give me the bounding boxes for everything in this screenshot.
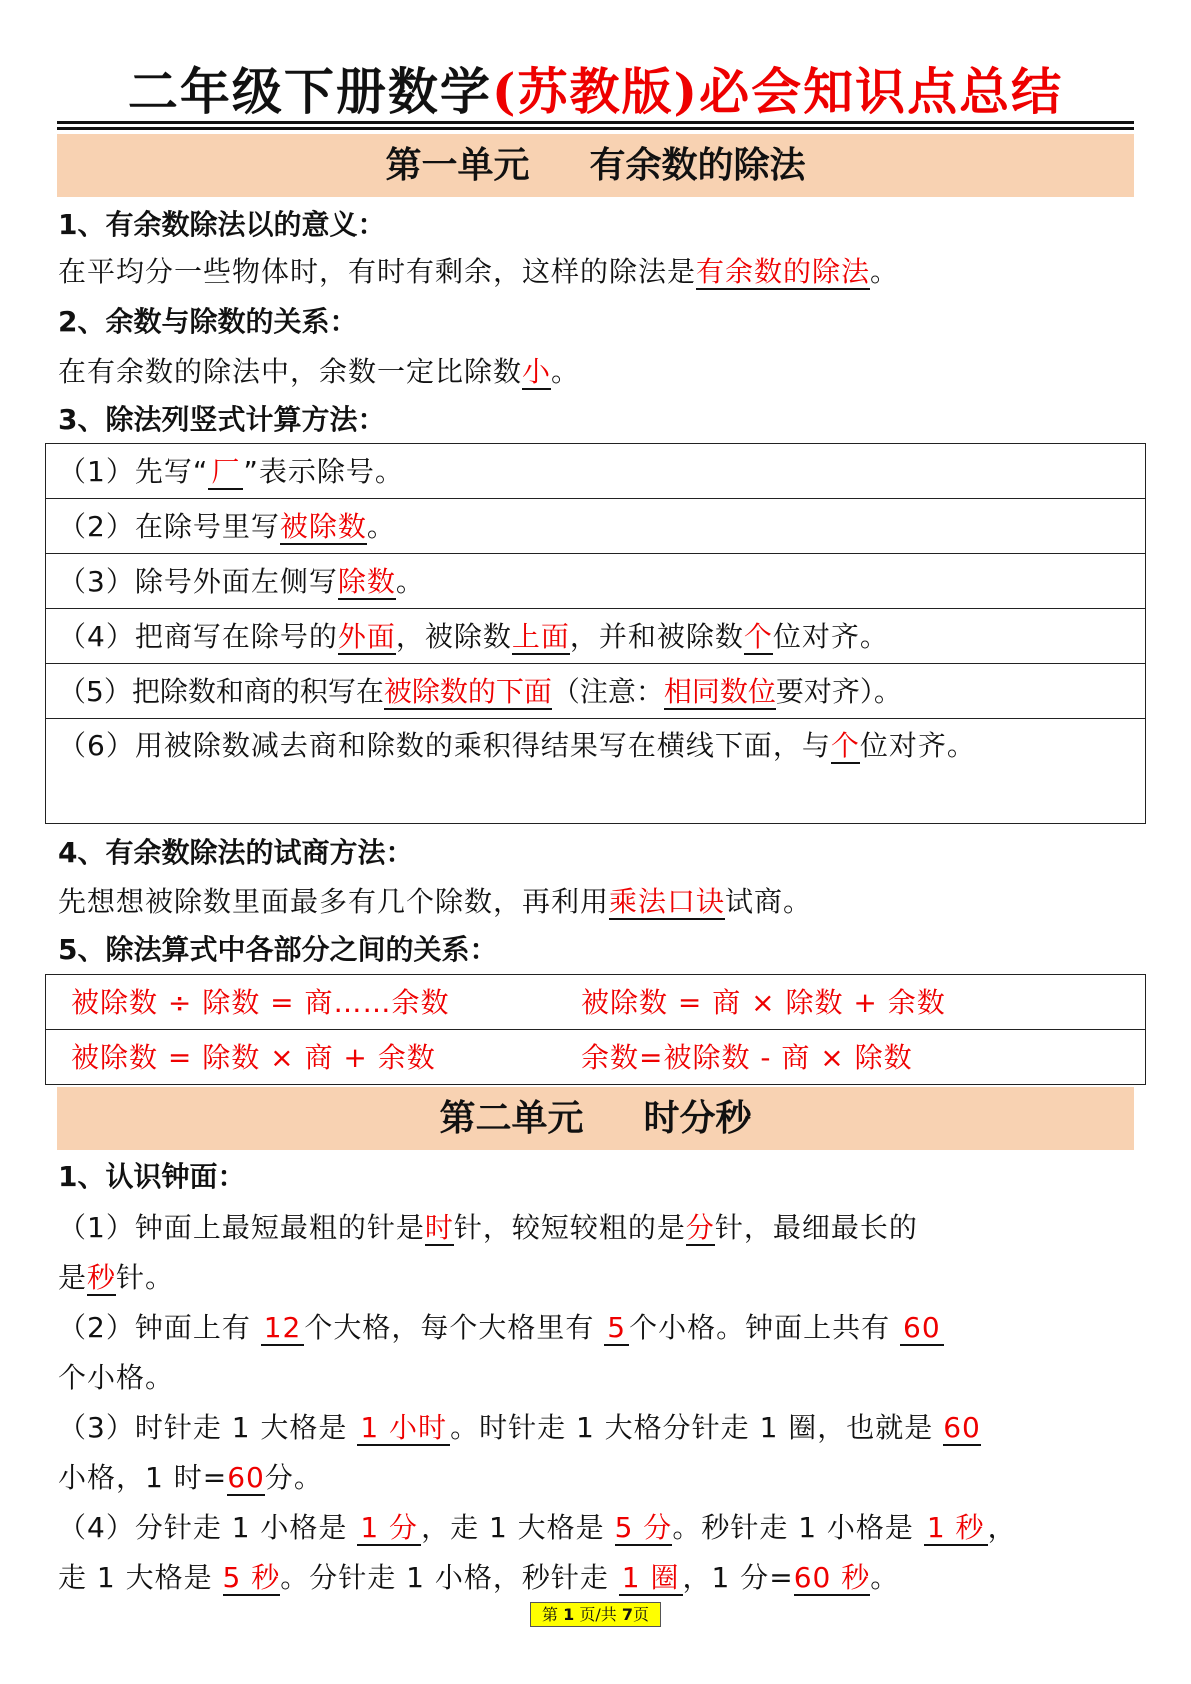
text: （4）把商写在除号的	[58, 620, 338, 653]
text: 页/共	[579, 1605, 617, 1624]
text: ”表示除号。	[243, 455, 404, 488]
text: 分。	[264, 1461, 323, 1494]
step-row	[46, 609, 1145, 664]
step-row	[46, 554, 1145, 609]
text: 针，较短较粗的是	[453, 1211, 686, 1244]
answer-blank: 60 秒	[793, 1561, 871, 1594]
clock-item-cont: 个小格。	[58, 1361, 175, 1394]
answer-blank: 分	[685, 1211, 715, 1244]
answer-blank: 被除数的下面	[383, 675, 552, 708]
clock-item	[58, 1503, 1146, 1553]
step-row	[46, 499, 1145, 554]
step-row	[46, 664, 1145, 719]
formula: 余数=被除数 - 商 × 除数	[581, 1041, 913, 1074]
formula-row	[46, 1030, 1145, 1085]
text: 页	[632, 1605, 649, 1624]
formula: 被除数 ÷ 除数 = 商……余数	[71, 986, 450, 1019]
title-subtitle: 必会知识点总结	[699, 62, 1064, 121]
answer-blank: 60	[227, 1461, 265, 1494]
section-body	[58, 877, 1146, 927]
document-title	[0, 62, 1191, 122]
text: （3）除号外面左侧写	[58, 565, 338, 598]
formula-row	[46, 975, 1145, 1030]
formula: 被除数 = 商 × 除数 + 余数	[581, 986, 946, 1019]
text: ，1 分=	[682, 1561, 794, 1594]
answer-blank: 1 分	[357, 1511, 421, 1546]
section-heading: 3、除法列竖式计算方法：	[58, 403, 386, 436]
answer-blank: 有余数的除法	[696, 255, 871, 288]
answer-blank: 1 秒	[924, 1511, 988, 1546]
answer-blank: 60	[900, 1311, 944, 1346]
text: ，	[987, 1511, 1017, 1544]
text: 第	[542, 1605, 559, 1624]
text: （1）先写“	[58, 455, 209, 488]
text: （注意：	[551, 675, 664, 708]
formula: 被除数 = 除数 × 商 + 余数	[71, 1041, 436, 1074]
answer-blank: 厂	[208, 455, 243, 490]
text: 小格，1 时=	[58, 1461, 228, 1494]
answer-blank: 时	[424, 1211, 454, 1244]
text: （1）钟面上最短最粗的针是	[58, 1211, 425, 1244]
step-row	[46, 719, 1145, 822]
answer-blank: 1 小时	[357, 1411, 450, 1446]
text: （3）时针走 1 大格是	[58, 1411, 358, 1444]
section-body	[58, 347, 1146, 397]
clock-item	[58, 1303, 1146, 1353]
text: 先想想被除数里面最多有几个除数，再利用	[58, 885, 610, 918]
unit1-header	[57, 134, 1134, 197]
section-heading: 1、认识钟面：	[58, 1160, 246, 1193]
text: 是	[58, 1261, 88, 1294]
text: ，并和被除数	[569, 620, 744, 653]
text: 针。	[116, 1261, 175, 1294]
answer-blank: 12	[261, 1311, 305, 1346]
text: 位对齐。	[859, 729, 976, 762]
text: 。分针走 1 小格，秒针走	[280, 1561, 619, 1594]
clock-item	[58, 1203, 1146, 1253]
division-steps-table	[45, 443, 1146, 824]
answer-blank: 个	[830, 729, 860, 762]
text: 在平均分一些物体时，有时有剩余，这样的除法是	[58, 255, 697, 288]
title-edition: (苏教版)	[491, 62, 700, 121]
clock-item-cont	[58, 1553, 1146, 1603]
answer-blank: 除数	[337, 565, 396, 598]
text: （6）用被除数减去商和除数的乘积得结果写在横线下面，与	[58, 729, 831, 762]
text: ，走 1 大格是	[421, 1511, 615, 1544]
answer-blank: 5	[604, 1311, 629, 1346]
answer-blank: 1 圈	[619, 1561, 683, 1596]
answer-blank: 被除数	[279, 510, 367, 543]
text: （4）分针走 1 小格是	[58, 1511, 358, 1544]
text: （5）把除数和商的积写在	[58, 675, 384, 708]
unit1-name: 有余数的除法	[589, 144, 806, 186]
section-heading: 1、有余数除法以的意义：	[58, 208, 386, 241]
text: 个小格。钟面上共有	[629, 1311, 900, 1344]
text: 。秒针走 1 小格是	[672, 1511, 924, 1544]
answer-blank: 5 分	[614, 1511, 673, 1544]
text: 。	[870, 1561, 900, 1594]
unit2-header	[57, 1087, 1134, 1150]
text: （2）钟面上有	[58, 1311, 261, 1344]
answer-blank: 个	[743, 620, 773, 653]
answer-blank: 外面	[337, 620, 396, 653]
text: 针，最细最长的	[714, 1211, 918, 1244]
section-heading: 4、有余数除法的试商方法：	[58, 836, 414, 869]
answer-blank: 相同数位	[663, 675, 776, 708]
clock-item-cont	[58, 1253, 1146, 1303]
answer-blank: 60	[943, 1411, 981, 1444]
text: 。	[551, 355, 581, 388]
formula-table	[45, 974, 1146, 1085]
step-row	[46, 444, 1145, 499]
text: 试商。	[725, 885, 813, 918]
text: 位对齐。	[772, 620, 889, 653]
answer-blank: 小	[522, 355, 552, 388]
title-main: 二年级下册数学	[127, 62, 492, 121]
answer-blank: 秒	[87, 1261, 117, 1294]
answer-blank: 5 秒	[222, 1561, 281, 1594]
title-rule-top	[57, 121, 1134, 124]
clock-item-cont	[58, 1453, 1146, 1503]
text: 。	[870, 255, 900, 288]
title-rule-bottom	[57, 127, 1134, 130]
page-indicator	[530, 1602, 661, 1627]
text: 在有余数的除法中，余数一定比除数	[58, 355, 523, 388]
text: 。	[395, 565, 425, 598]
text: 。时针走 1 大格分针走 1 圈，也就是	[450, 1411, 944, 1444]
text: 走 1 大格是	[58, 1561, 223, 1594]
current-page: 1	[563, 1605, 575, 1624]
text: ，被除数	[395, 620, 512, 653]
section-heading: 2、余数与除数的关系：	[58, 305, 358, 338]
answer-blank: 上面	[511, 620, 570, 653]
unit2-label: 第二单元	[439, 1097, 584, 1139]
answer-blank: 乘法口诀	[609, 885, 726, 918]
section-heading: 5、除法算式中各部分之间的关系：	[58, 933, 498, 966]
total-pages: 7	[621, 1605, 633, 1624]
text: 个大格，每个大格里有	[304, 1311, 605, 1344]
unit2-name: 时分秒	[643, 1097, 752, 1139]
text: 要对齐）。	[775, 675, 902, 708]
text: （2）在除号里写	[58, 510, 280, 543]
text: 。	[366, 510, 396, 543]
unit1-label: 第一单元	[385, 144, 530, 186]
clock-item	[58, 1403, 1146, 1453]
section-body	[58, 247, 1146, 297]
